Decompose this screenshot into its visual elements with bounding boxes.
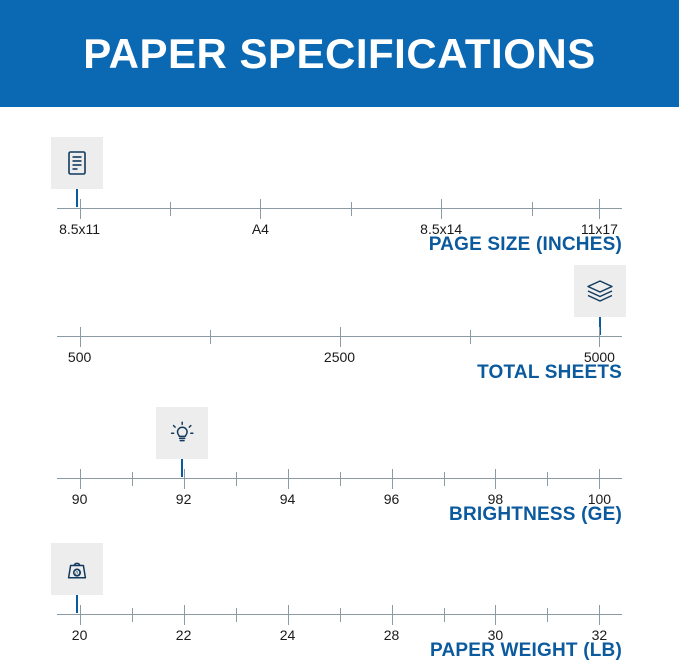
ruler-tick — [184, 605, 185, 625]
ruler-tick — [495, 605, 496, 625]
tick-label: 100 — [587, 491, 612, 507]
ruler-tick-minor — [340, 608, 341, 622]
tick-label: 94 — [279, 491, 296, 507]
tick-label: 28 — [383, 627, 400, 643]
ruler-tick-minor — [236, 608, 237, 622]
tick-label: 24 — [279, 627, 296, 643]
tick-label: 98 — [487, 491, 504, 507]
ruler-tick — [599, 469, 600, 489]
lightbulb-icon — [156, 407, 208, 459]
tick-label: 500 — [67, 349, 92, 365]
ruler-tick-minor — [236, 472, 237, 486]
brightness-ruler — [57, 467, 622, 507]
ruler-tick — [599, 605, 600, 625]
tick-label: A4 — [251, 221, 269, 237]
ruler-line — [57, 208, 622, 209]
ruler-tick-minor — [132, 608, 133, 622]
tick-label: 30 — [487, 627, 504, 643]
ruler-tick-minor — [132, 472, 133, 486]
spec-paper-weight — [0, 527, 679, 663]
ruler-tick — [80, 469, 81, 489]
tick-label: 96 — [383, 491, 400, 507]
tick-label: 20 — [71, 627, 88, 643]
paper-weight-ruler — [57, 603, 622, 643]
ruler-tick — [288, 469, 289, 489]
ruler-tick — [288, 605, 289, 625]
ruler-tick — [80, 605, 81, 625]
header-banner — [0, 0, 679, 107]
tick-label: 8.5x11 — [59, 221, 101, 237]
spec-label-paper-weight: PAPER WEIGHT (LB) — [430, 640, 622, 661]
spec-label-total-sheets: TOTAL SHEETS — [477, 362, 622, 383]
tick-label: 22 — [175, 627, 192, 643]
ruler-tick-minor — [444, 608, 445, 622]
ruler-tick-minor — [547, 472, 548, 486]
tick-label: 2500 — [323, 349, 356, 365]
tick-label: 32 — [591, 627, 608, 643]
weight-icon — [51, 543, 103, 595]
ruler-tick-minor — [170, 202, 171, 216]
ruler-tick — [599, 327, 600, 347]
ruler-tick-minor — [340, 472, 341, 486]
spec-total-sheets — [0, 247, 679, 387]
ruler-tick — [495, 469, 496, 489]
ruler-tick-minor — [547, 608, 548, 622]
page-size-ruler — [57, 197, 622, 237]
ruler-tick — [392, 605, 393, 625]
document-icon — [51, 137, 103, 189]
tick-label: 5000 — [583, 349, 615, 365]
tick-label: 90 — [71, 491, 88, 507]
tick-label: 8.5x14 — [420, 221, 463, 237]
spec-page-size — [0, 107, 679, 255]
stacked-sheets-icon — [574, 265, 626, 317]
ruler-tick-minor — [470, 330, 471, 344]
ruler-tick-minor — [351, 202, 352, 216]
ruler-tick — [392, 469, 393, 489]
ruler-tick — [80, 199, 81, 219]
ruler-tick — [441, 199, 442, 219]
ruler-tick-minor — [444, 472, 445, 486]
tick-label: 11x17 — [580, 221, 618, 237]
total-sheets-ruler — [57, 325, 622, 365]
ruler-tick — [340, 327, 341, 347]
svg-text:20: 20 — [74, 570, 80, 577]
ruler-tick — [184, 469, 185, 489]
ruler-tick — [80, 327, 81, 347]
tick-label: 92 — [175, 491, 192, 507]
spec-label-brightness: BRIGHTNESS (GE) — [449, 504, 622, 525]
ruler-tick-minor — [532, 202, 533, 216]
ruler-tick — [599, 199, 600, 219]
page-title: PAPER SPECIFICATIONS — [83, 29, 596, 77]
ruler-tick-minor — [210, 330, 211, 344]
ruler-tick — [260, 199, 261, 219]
spec-brightness — [0, 387, 679, 527]
spec-label-page-size: PAGE SIZE (INCHES) — [428, 234, 622, 255]
